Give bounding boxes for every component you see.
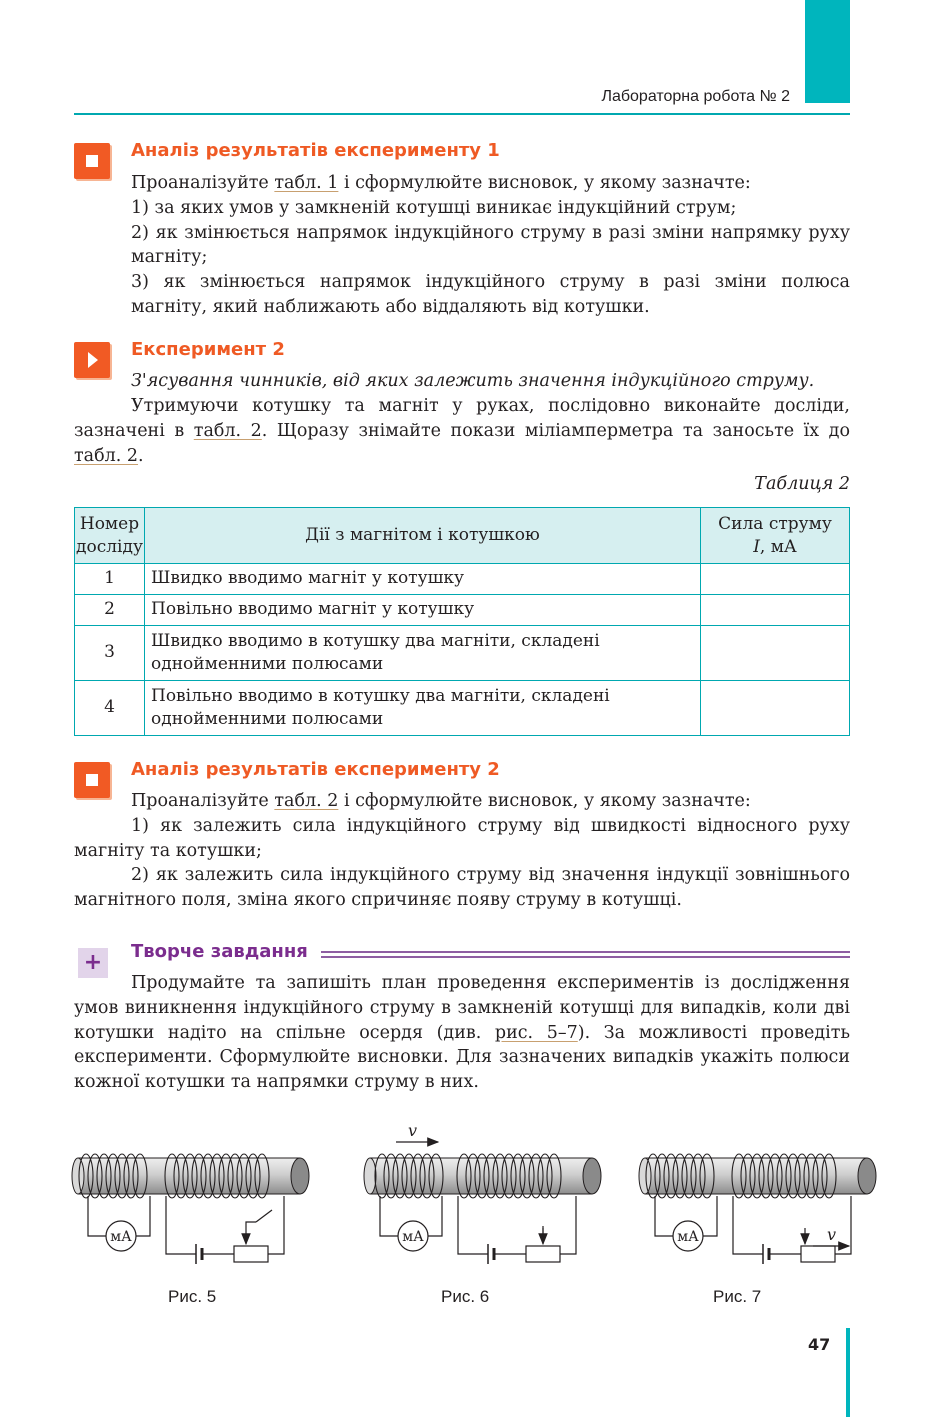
row-action: Швидко вводимо магніт у котушку xyxy=(145,564,701,595)
title-rule xyxy=(321,956,850,958)
velocity-label: v xyxy=(408,1121,418,1140)
core-end xyxy=(639,1158,651,1194)
table-header-row xyxy=(75,508,850,564)
analysis-2-intro: Проаналізуйте табл. 2 і сформулюйте висновок, у якому зазначте: xyxy=(131,791,751,811)
table-2-link[interactable]: табл. 2 xyxy=(274,791,339,811)
analysis-1-text: Проаналізуйте табл. 1 і сформулюйте висновок, у якому зазначте: 1) за яких умов у замкненій котушці виникає індукційний струм; 2) як змінюється напрямок індукційного струму в разі зміни напрямку руху магніту; 3) як змінюється напрямок індукційного струму в разі зміни полюса магніту, який наближають або віддаляють від котушки. xyxy=(74,171,850,320)
row-action: Швидко вводимо в котушку два магніти, складені однойменними полюсами xyxy=(145,626,701,681)
milliammeter-label: мА xyxy=(677,1229,699,1245)
rheostat xyxy=(234,1246,268,1262)
wire xyxy=(835,1196,851,1254)
experiment-2-text: Утримуючи котушку та магніт у руках, послідовно виконайте досліди, зазначені в табл. 2. Щоразу знімайте покази міліамперметра та заносьте їх до табл. 2. xyxy=(74,396,850,466)
analysis-1-title: Аналіз результатів експерименту 1 xyxy=(131,140,500,161)
core-end xyxy=(72,1158,84,1194)
row-number: 3 xyxy=(75,626,145,681)
core-end xyxy=(364,1158,376,1194)
header-rule xyxy=(74,113,850,115)
table-row xyxy=(75,681,850,736)
figure-7-caption: Рис. 7 xyxy=(713,1287,762,1306)
header-action: Дії з магнітом і котушкою xyxy=(145,508,701,564)
analysis-1-item-2: 2) як змінюється напрямок індукційного струму в разі зміни напрямку руху магніту; xyxy=(131,222,850,268)
milliammeter-label: мА xyxy=(402,1229,424,1245)
wire xyxy=(560,1196,576,1254)
rheostat xyxy=(801,1246,835,1262)
table-row xyxy=(75,595,850,626)
analysis-1-item-3: 3) як змінюється напрямок індукційного струму в разі зміни полюса магніту, який наближають або віддаляють від котушки. xyxy=(131,272,850,317)
table-caption: Таблиця 2 xyxy=(754,474,850,494)
wire xyxy=(428,1196,442,1236)
figure-6-caption: Рис. 6 xyxy=(441,1287,490,1306)
figure-6 xyxy=(364,1121,601,1264)
header-current: Сила струму I, мА xyxy=(701,508,850,564)
figure-5 xyxy=(72,1154,309,1264)
figure-5-caption: Рис. 5 xyxy=(168,1287,217,1306)
velocity-label: v xyxy=(827,1225,837,1244)
wire xyxy=(458,1196,488,1254)
row-current-cell[interactable] xyxy=(701,681,850,736)
experiment-2-aim: З'ясування чинників, від яких залежить значення індукційного струму. xyxy=(131,371,815,391)
wire xyxy=(380,1196,398,1236)
figure-7 xyxy=(639,1154,876,1264)
figures-link[interactable]: рис. 5–7 xyxy=(494,1022,578,1043)
wire xyxy=(88,1196,106,1236)
row-current-cell[interactable] xyxy=(701,626,850,681)
running-title: Лабораторна робота № 2 xyxy=(601,88,790,105)
table-2-link[interactable]: табл. 2 xyxy=(74,445,139,466)
row-number: 2 xyxy=(75,595,145,626)
table-2-link[interactable]: табл. 2 xyxy=(193,420,262,441)
title-rule xyxy=(321,951,850,953)
rheostat xyxy=(526,1246,560,1262)
milliammeter-label: мА xyxy=(110,1229,132,1245)
analysis-1-item-1: 1) за яких умов у замкненій котушці виникає індукційний струм; xyxy=(131,197,737,218)
plus-icon: + xyxy=(78,948,108,978)
core-end xyxy=(858,1158,876,1194)
analysis-2-item-2: 2) як залежить сила індукційного струму від значення індукції зовнішнього магнітного поля, зміна якого спричиняє появу струму в котушці. xyxy=(74,865,850,910)
analysis-2-title: Аналіз результатів експерименту 2 xyxy=(131,759,500,780)
wire xyxy=(246,1222,256,1234)
wire xyxy=(136,1196,150,1236)
analysis-2-item-1: 1) як залежить сила індукційного струму від швидкості відносного руху магніту та котушки; xyxy=(74,816,850,861)
key-switch xyxy=(256,1210,272,1222)
row-current-cell[interactable] xyxy=(701,564,850,595)
page-number-bar xyxy=(846,1328,850,1417)
row-action: Повільно вводимо магніт у котушку xyxy=(145,595,701,626)
row-number: 4 xyxy=(75,681,145,736)
chapter-tab xyxy=(805,0,850,103)
row-action: Повільно вводимо в котушку два магніти, складені однойменними полюсами xyxy=(145,681,701,736)
experiment-2-title: Експеримент 2 xyxy=(131,339,285,360)
core-end xyxy=(291,1158,309,1194)
table-1-link[interactable]: табл. 1 xyxy=(274,173,339,193)
wire xyxy=(655,1196,673,1236)
wire xyxy=(733,1196,763,1254)
row-current-cell[interactable] xyxy=(701,595,850,626)
core-end xyxy=(583,1158,601,1194)
header-number: Номер досліду xyxy=(75,508,145,564)
table-row xyxy=(75,626,850,681)
page-number: 47 xyxy=(808,1335,831,1354)
creative-task-text: Продумайте та запишіть план проведення експериментів із дослідження умов виникнення індукційного струму в замкненій котушці для випадків, коли дві котушки надіто на спільне осердя (див. рис. 5–7). За можливості проведіть експерименти. Сформулюйте висновки. Для зазначених випадків укажіть полюси кожної котушки та напрямки струму в них. xyxy=(74,973,850,1093)
row-number: 1 xyxy=(75,564,145,595)
wire xyxy=(166,1196,196,1254)
table-row xyxy=(75,564,850,595)
results-table xyxy=(74,507,850,736)
wire xyxy=(268,1196,284,1254)
wire xyxy=(703,1196,717,1236)
creative-task-title: Творче завдання xyxy=(131,941,308,962)
